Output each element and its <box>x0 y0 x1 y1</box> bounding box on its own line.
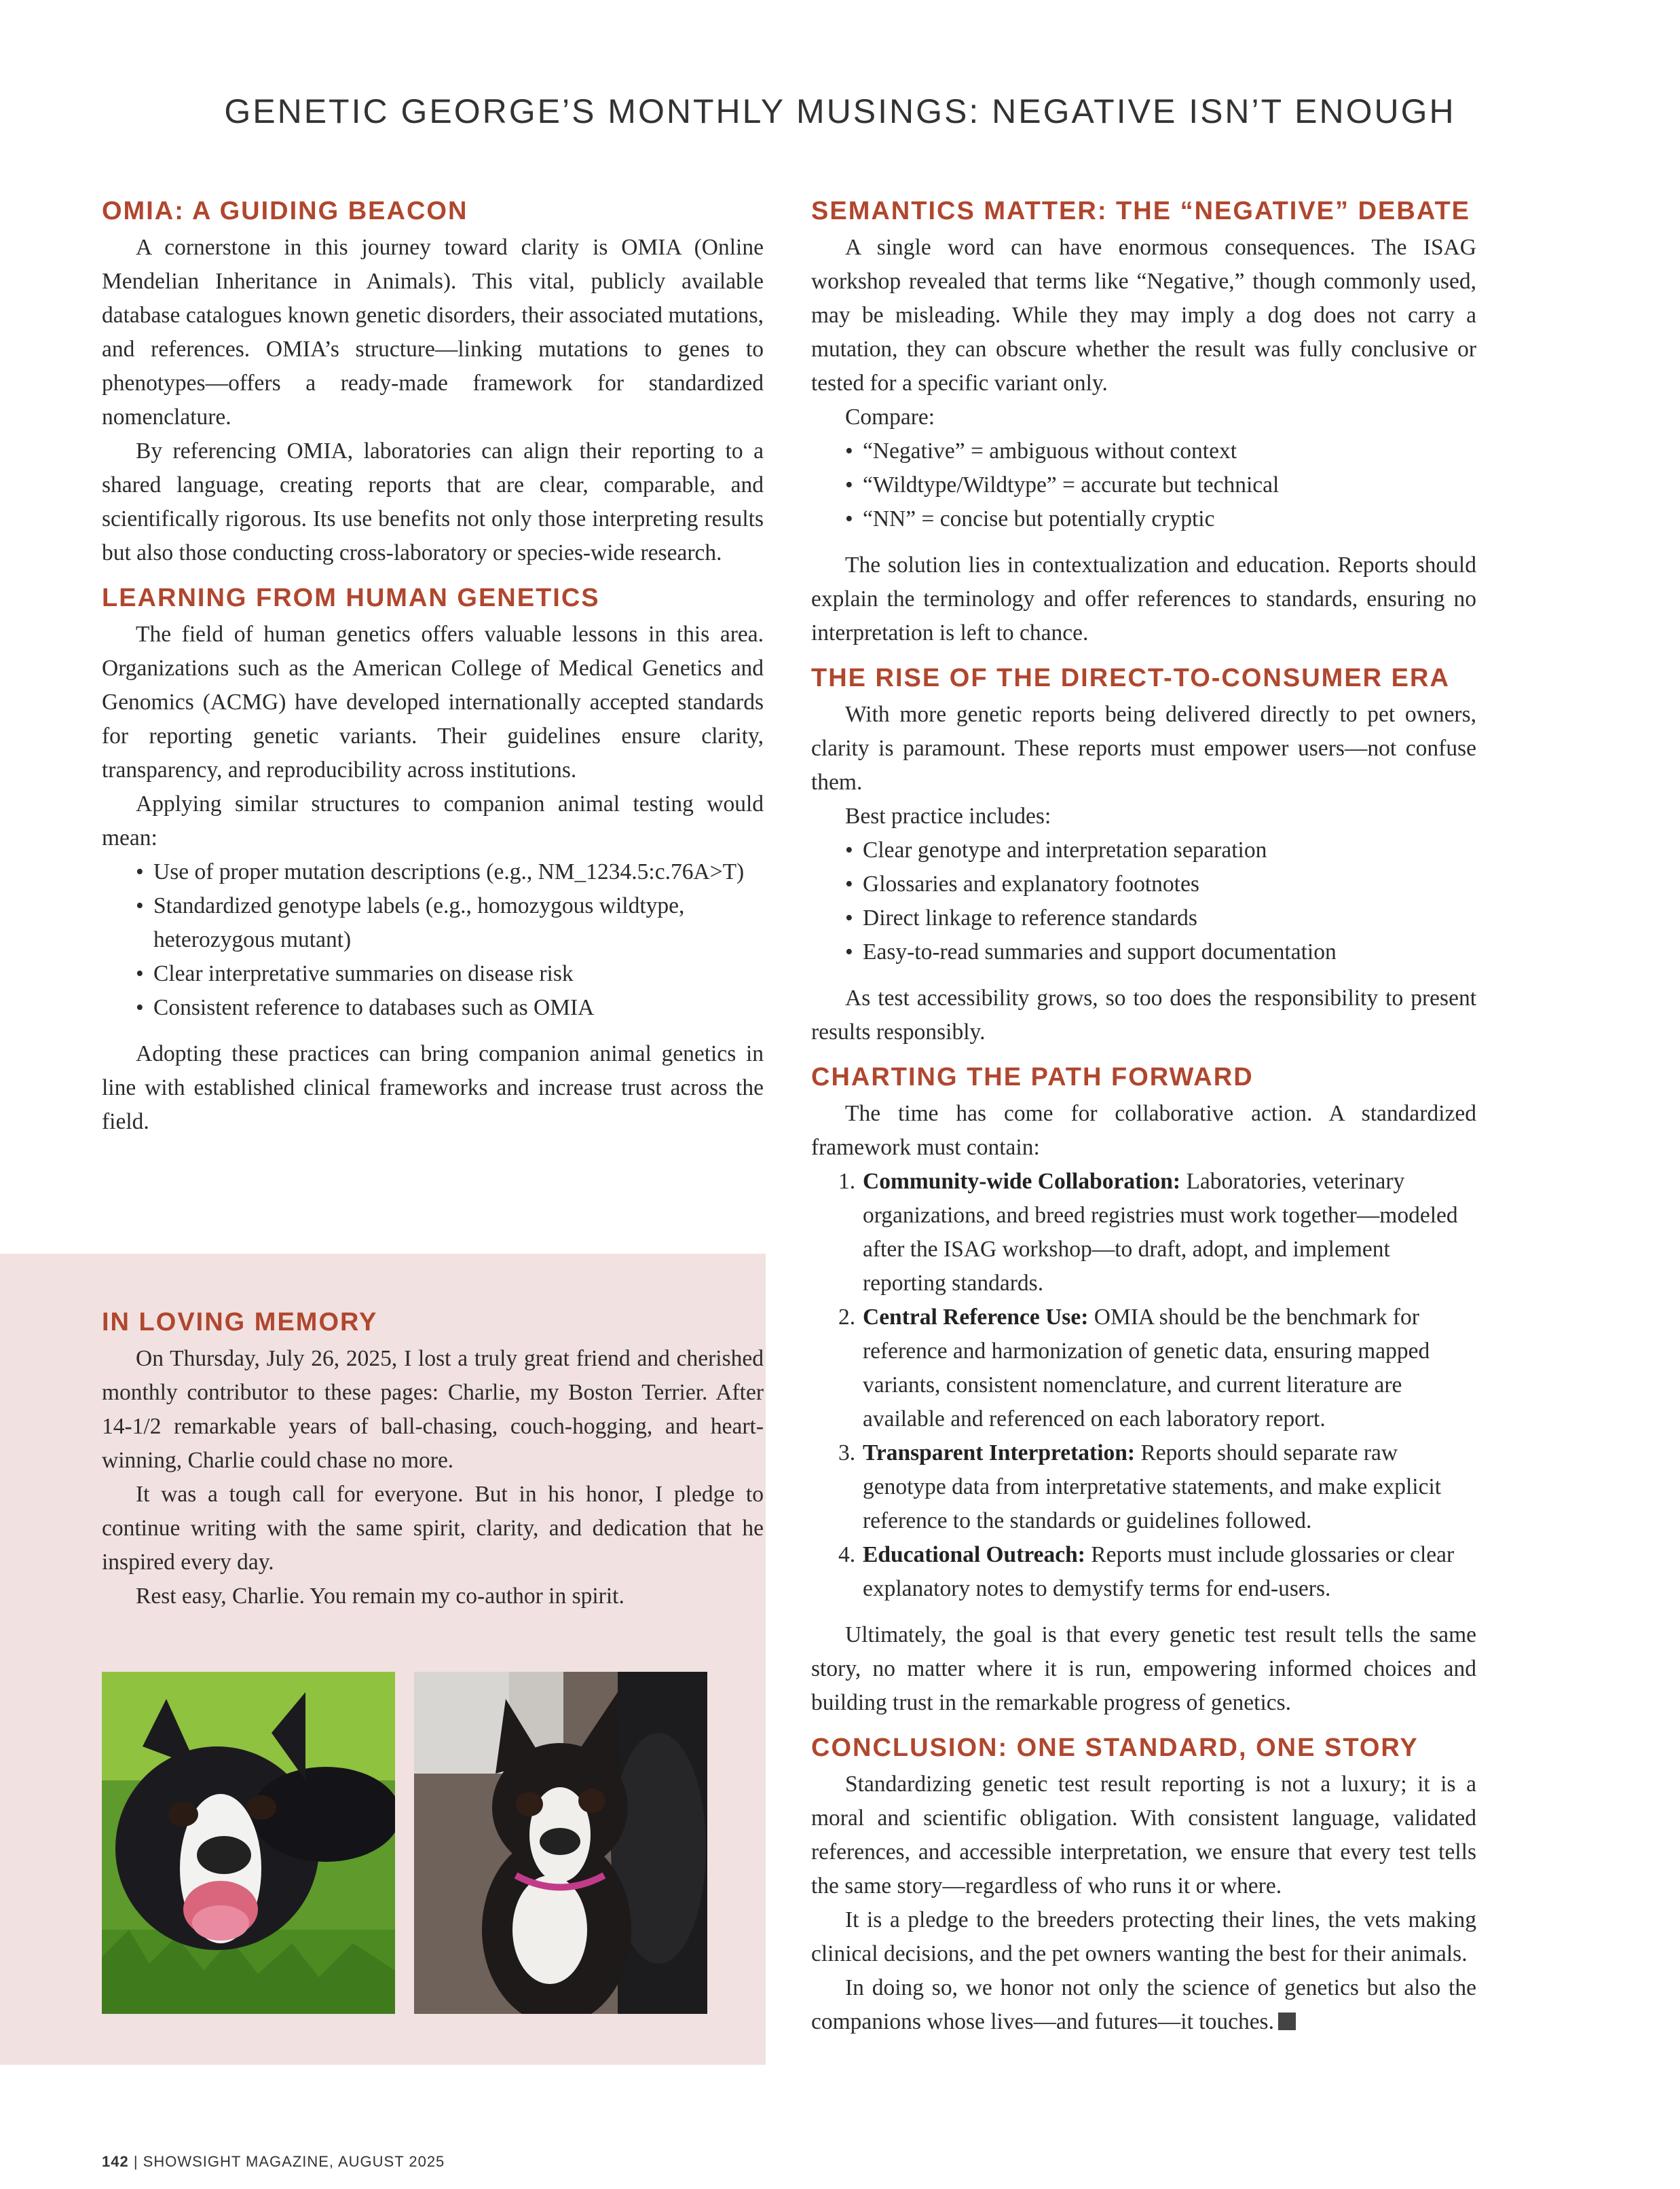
memorial-content <box>102 1294 764 1613</box>
item-title: Central Reference Use: <box>863 1305 1089 1330</box>
paragraph: It is a pledge to the breeders protecting their lines, the vets making clinical decisions, and the pet owners wanting the best for their animals. <box>811 1907 1476 1966</box>
paragraph: On Thursday, July 26, 2025, I lost a truly great friend and cherished monthly contributor to these pages: Charlie, my Boston Terrier. After 14-1/2 remarkable years of ball-chasing, couch-hogging, and heart-winning, Charlie could chase no more. <box>102 1346 764 1473</box>
item-text: OMIA should be the benchmark for reference and harmonization of genetic data, ensuring mapped variants, consistent nomenclature, and current literature are available and referenced on each laboratory report. <box>863 1305 1430 1432</box>
paragraph: Standardizing genetic test result reporting is not a luxury; it is a moral and scientific obligation. With consistent language, validated references, and accessible interpretation, we ensure that every test tells the same story—regardless of who runs it or where. <box>811 1772 1476 1898</box>
list-item: • Consistent reference to databases such as OMIA <box>136 991 764 1025</box>
paragraph-final <box>811 1971 1476 2039</box>
paragraph: By referencing OMIA, laboratories can align their reporting to a shared language, creating reports that are clear, comparable, and scientifically rigorous. Its use benefits not only those interpreting results but also those conducting cross-laboratory or species-wide research. <box>102 438 764 565</box>
list-item: • Clear interpretative summaries on disease risk <box>136 957 764 991</box>
section-path-forward <box>811 1060 1476 1720</box>
section-semantics <box>811 194 1476 650</box>
page-footer <box>102 2153 445 2171</box>
section-heading: SEMANTICS MATTER: THE “NEGATIVE” DEBATE <box>811 197 1470 225</box>
item-text: Reports must include glossaries or clear explanatory notes to demystify terms for end-users. <box>863 1542 1455 1601</box>
list-item <box>838 1538 1476 1606</box>
paragraph: It was a tough call for everyone. But in his honor, I pledge to continue writing with the same spirit, clarity, and dedication that he inspired every day. <box>102 1482 764 1575</box>
section-heading: OMIA: A GUIDING BEACON <box>102 197 468 225</box>
paragraph: The solution lies in contextualization and education. Reports should explain the terminology and offer references to standards, ensuring no interpretation is left to chance. <box>811 553 1476 646</box>
paragraph: Ultimately, the goal is that every genetic test result tells the same story, no matter where it is run, empowering informed choices and building trust in the remarkable progress of genetics. <box>811 1622 1476 1715</box>
list-item: • Standardized genotype labels (e.g., homozygous wildtype, heterozygous mutant) <box>136 889 764 957</box>
item-number: 3. <box>838 1440 856 1465</box>
item-title: Educational Outreach: <box>863 1542 1085 1567</box>
paragraph: A single word can have enormous consequences. The ISAG workshop revealed that terms like “Negative,” though commonly used, may be misleading. While they may imply a dog does not carry a mutation, they can obscure whether the result was fully conclusive or tested for a specific variant only. <box>811 235 1476 396</box>
section-heading: CHARTING THE PATH FORWARD <box>811 1063 1254 1091</box>
item-text: Reports should separate raw genotype data from interpretative statements, and make explicit reference to the standards or guidelines followed. <box>863 1440 1442 1533</box>
right-column <box>811 183 1476 2039</box>
paragraph: The time has come for collaborative action. A standardized framework must contain: <box>811 1101 1476 1160</box>
list-item: • “Wildtype/Wildtype” = accurate but technical <box>845 468 1476 502</box>
footer-separator: | <box>128 2153 143 2170</box>
paragraph: A cornerstone in this journey toward clarity is OMIA (Online Mendelian Inheritance in Animals). This vital, publicly available database catalogues known genetic disorders, their associated mutations, and references. OMIA’s structure—linking mutations to genes to phenotypes—offers a ready-made framework for standardized nomenclature. <box>102 235 764 430</box>
paragraph: With more genetic reports being delivered directly to pet owners, clarity is paramount. These reports must empower users—not confuse them. <box>811 702 1476 795</box>
bullet-list <box>811 434 1476 536</box>
numbered-list <box>811 1165 1476 1606</box>
item-title: Community-wide Collaboration: <box>863 1169 1181 1194</box>
list-item: • “NN” = concise but potentially cryptic <box>845 502 1476 536</box>
publication-name: SHOWSIGHT MAGAZINE, AUGUST 2025 <box>143 2153 445 2170</box>
list-item <box>838 1165 1476 1301</box>
list-item: • “Negative” = ambiguous without context <box>845 434 1476 468</box>
page-header: GENETIC GEORGE’S MONTHLY MUSINGS: NEGATIVE ISN’T ENOUGH <box>224 92 1456 130</box>
list-item: • Glossaries and explanatory footnotes <box>845 867 1476 901</box>
bullet-list <box>811 834 1476 969</box>
paragraph-text: In doing so, we honor not only the science of genetics but also the companions whose lives—and futures—it touches. <box>811 1975 1476 2034</box>
list-item <box>838 1301 1476 1436</box>
page-number: 142 <box>102 2153 129 2170</box>
item-title: Transparent Interpretation: <box>863 1440 1136 1465</box>
dog-photo-indoor <box>414 1672 707 2014</box>
list-item: • Direct linkage to reference standards <box>845 901 1476 935</box>
paragraph: Rest easy, Charlie. You remain my co-author in spirit. <box>136 1584 624 1609</box>
list-lead: Best practice includes: <box>845 804 1051 829</box>
end-of-article-icon <box>1278 2013 1296 2030</box>
paragraph: Applying similar structures to companion animal testing would mean: <box>102 791 764 850</box>
list-lead: Compare: <box>845 405 935 430</box>
left-column <box>102 183 764 1139</box>
item-number: 2. <box>838 1305 856 1330</box>
list-item: • Use of proper mutation descriptions (e.g., NM_1234.5:c.76A>T) <box>136 855 764 889</box>
section-human-genetics <box>102 581 764 1139</box>
paragraph: As test accessibility grows, so too does the responsibility to present results responsibly. <box>811 986 1476 1045</box>
paragraph: Adopting these practices can bring companion animal genetics in line with established clinical frameworks and increase trust across the field. <box>102 1041 764 1134</box>
section-heading: CONCLUSION: ONE STANDARD, ONE STORY <box>811 1734 1419 1762</box>
dog-photo-grass <box>102 1672 395 2014</box>
section-direct-to-consumer <box>811 661 1476 1049</box>
section-heading: LEARNING FROM HUMAN GENETICS <box>102 584 600 612</box>
section-conclusion <box>811 1731 1476 2039</box>
list-item <box>838 1436 1476 1538</box>
item-text: Laboratories, veterinary organizations, and breed registries must work together—modeled after the ISAG workshop—to draft, adopt, and implement reporting standards. <box>863 1169 1458 1296</box>
paragraph: The field of human genetics offers valuable lessons in this area. Organizations such as the American College of Medical Genetics and Genomics (ACMG) have developed internationally accepted standards for reporting genetic variants. Their guidelines ensure clarity, transparency, and reproducibility across institutions. <box>102 622 764 783</box>
bullet-list <box>102 855 764 1025</box>
section-heading: THE RISE OF THE DIRECT-TO-CONSUMER ERA <box>811 664 1450 692</box>
section-omia <box>102 194 764 570</box>
item-number: 1. <box>838 1169 856 1194</box>
item-number: 4. <box>838 1542 856 1567</box>
section-heading: IN LOVING MEMORY <box>102 1308 378 1336</box>
list-item: • Easy-to-read summaries and support documentation <box>845 935 1476 969</box>
list-item: • Clear genotype and interpretation separation <box>845 834 1476 867</box>
